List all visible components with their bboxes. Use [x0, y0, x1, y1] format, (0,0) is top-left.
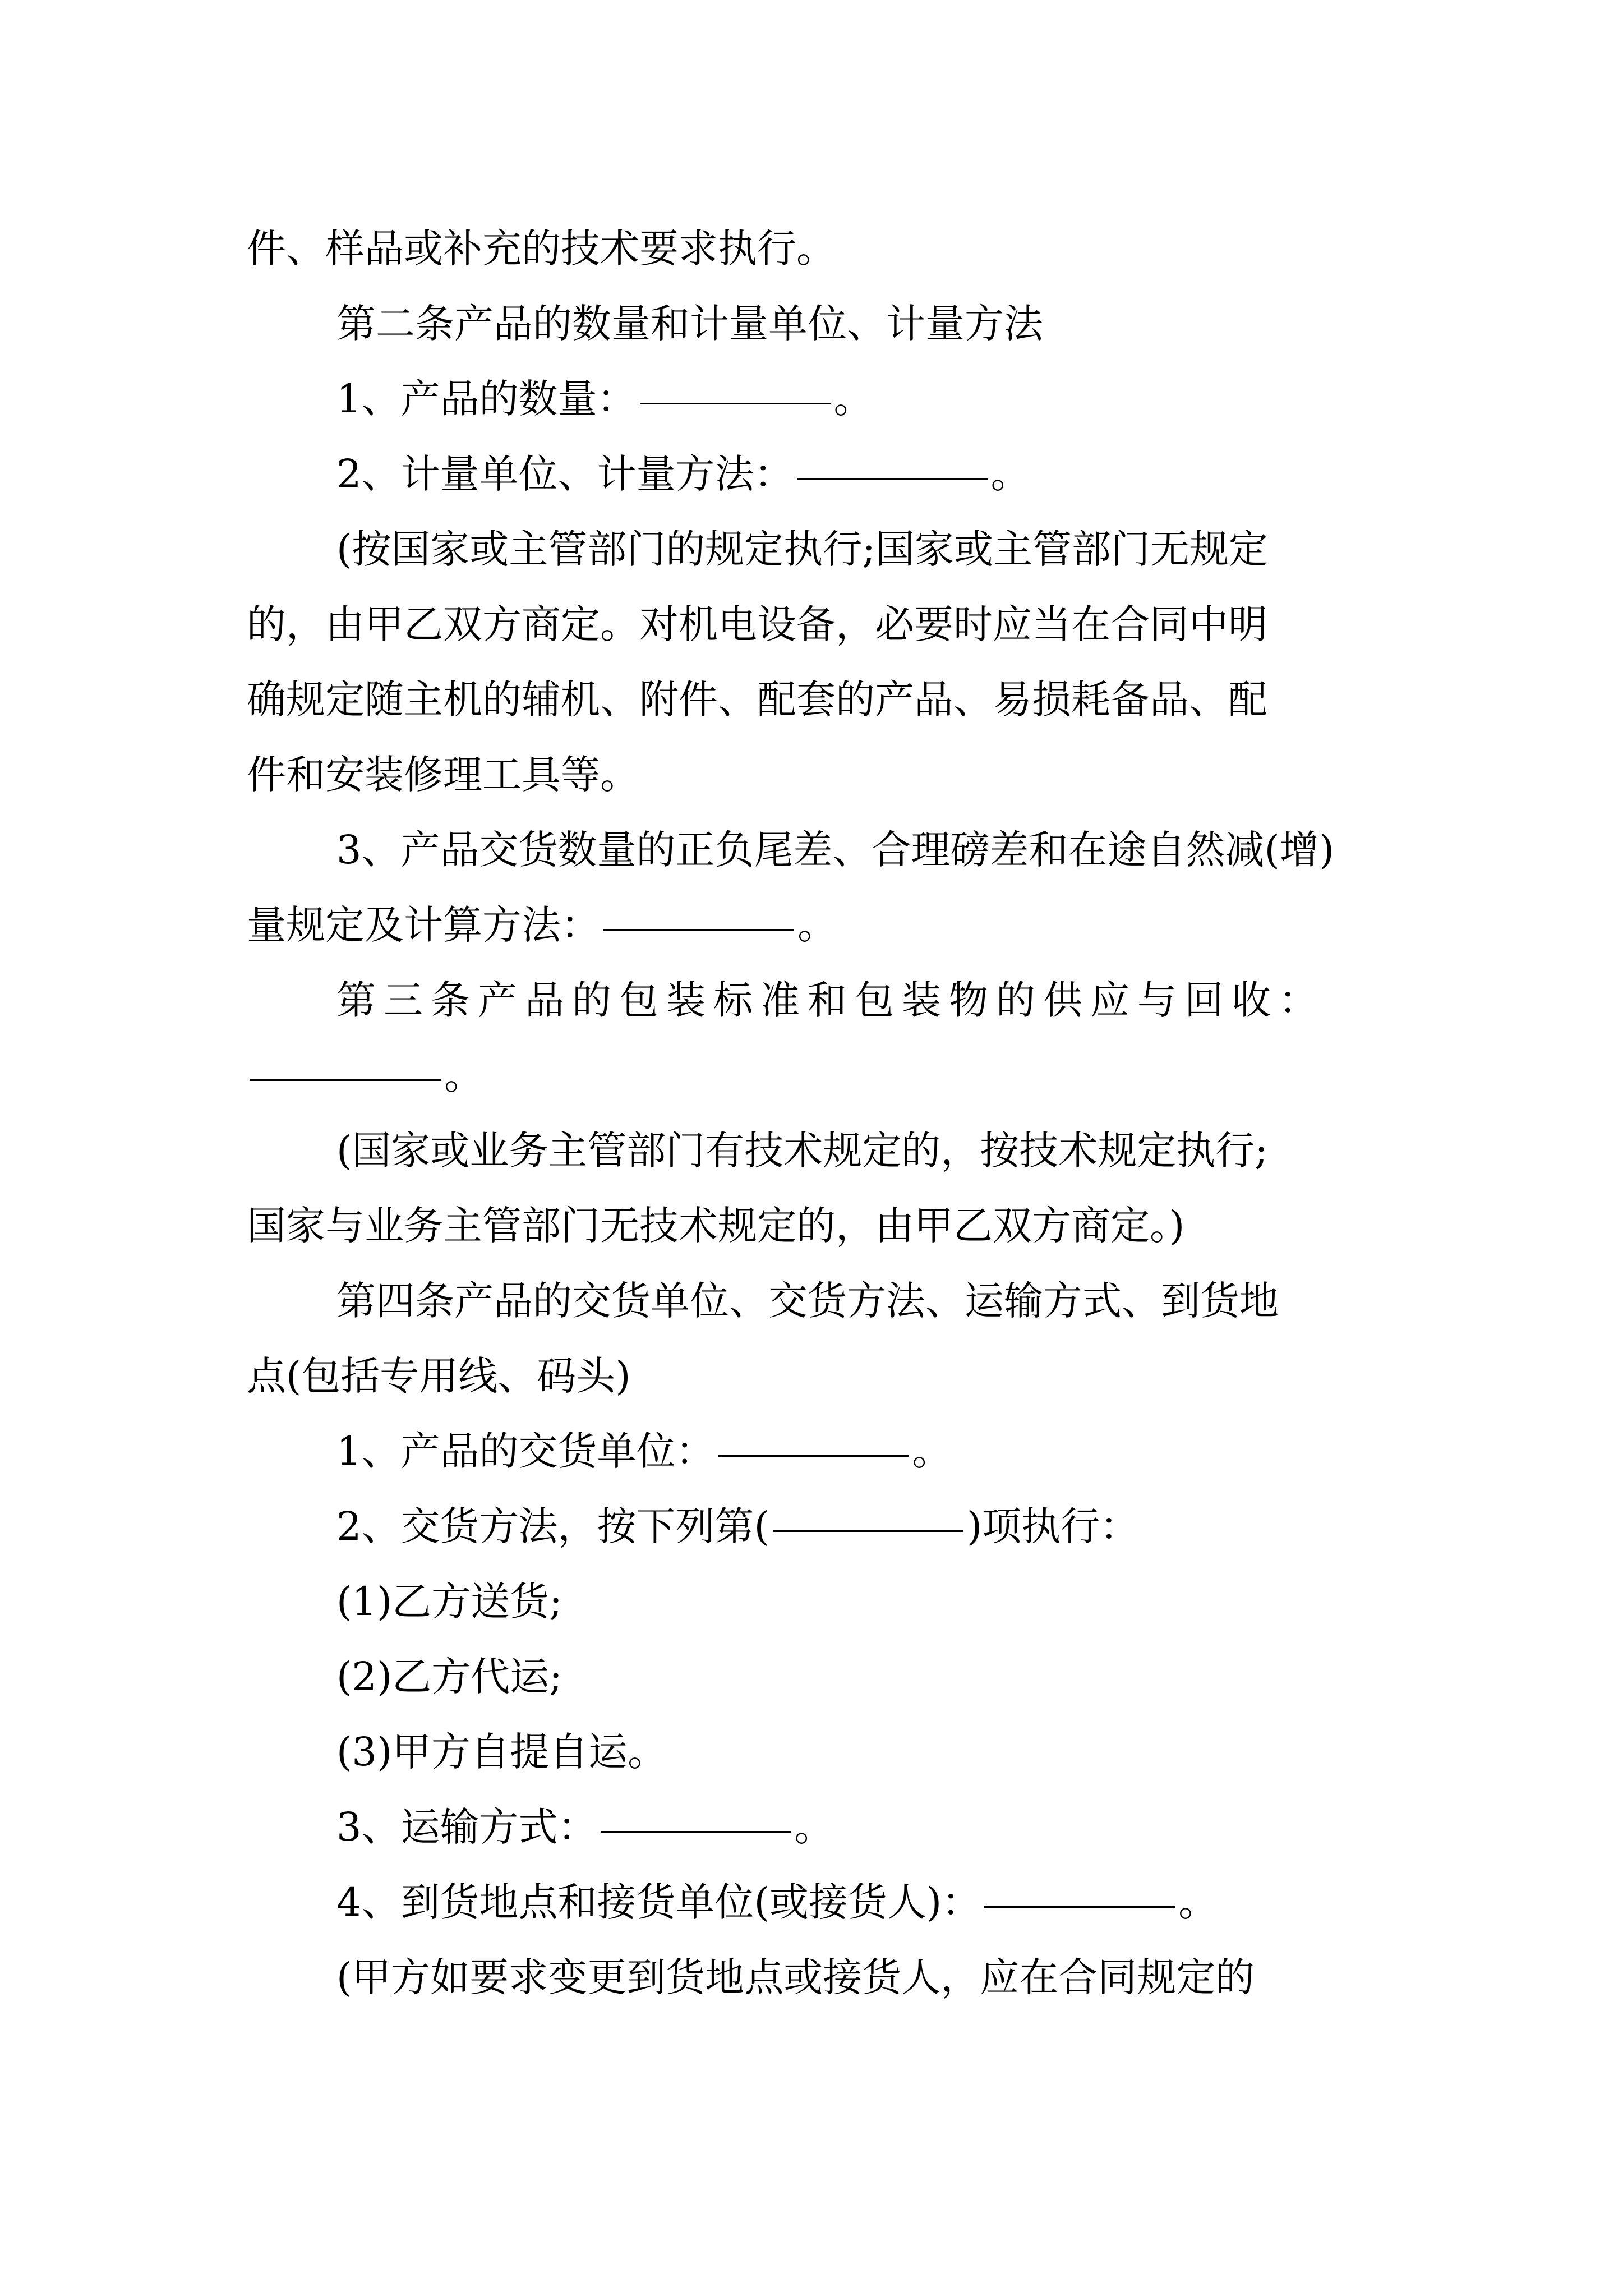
- text-line: (国家或业务主管部门有技术规定的，按技术规定执行;: [336, 1128, 1268, 1174]
- fill-in-line: [336, 361, 1385, 437]
- text-line: (甲方如要求变更到货地点或接货人，应在合同规定的: [336, 1954, 1255, 2000]
- line-text: 2、交货方法，按下列第(: [336, 1503, 769, 1549]
- fill-in-line: [247, 1037, 1385, 1114]
- blank-field[interactable]: [984, 1906, 1175, 1908]
- line-text: 。: [990, 451, 1030, 497]
- line-text: 。: [797, 902, 837, 948]
- text-line: 3、产品交货数量的正负尾差、合理磅差和在途自然减(增): [336, 827, 1335, 873]
- fill-in-line: [336, 1488, 1385, 1565]
- fill-in-line: [336, 436, 1385, 512]
- list-item: (1)乙方送货;: [336, 1579, 562, 1625]
- line-text: 。: [1178, 1879, 1218, 1925]
- text-line: 的，由甲乙双方商定。对机电设备，必要时应当在合同中明: [247, 601, 1267, 647]
- line-text: 4、到货地点和接货单位(或接货人)：: [336, 1879, 981, 1925]
- line-text: )项执行：: [966, 1503, 1140, 1549]
- text-line: 点(包括专用线、码头): [247, 1353, 631, 1399]
- blank-field[interactable]: [718, 1455, 909, 1457]
- text-line: (按国家或主管部门的规定执行;国家或主管部门无规定: [336, 526, 1268, 572]
- text-line: 国家与业务主管部门无技术规定的，由甲乙双方商定。): [247, 1203, 1185, 1249]
- blank-field[interactable]: [250, 1079, 441, 1081]
- text-line: 件和安装修理工具等。: [247, 752, 639, 798]
- line-text: 3、运输方式：: [336, 1804, 597, 1850]
- clause-heading: 第四条产品的交货单位、交货方法、运输方式、到货地: [336, 1278, 1279, 1324]
- blank-field[interactable]: [773, 1530, 963, 1532]
- fill-in-line: [247, 887, 1385, 963]
- fill-in-line: [336, 1864, 1385, 1940]
- blank-field[interactable]: [797, 477, 988, 480]
- fill-in-line: [336, 1789, 1385, 1865]
- fill-in-line: [336, 1413, 1385, 1489]
- line-text: 1、产品的数量：: [336, 376, 637, 422]
- text-line: 确规定随主机的辅机、附件、配套的产品、易损耗备品、配: [247, 677, 1267, 723]
- blank-field[interactable]: [601, 1830, 791, 1833]
- blank-field[interactable]: [640, 402, 831, 404]
- line-text: 量规定及计算方法：: [247, 902, 600, 948]
- blank-field[interactable]: [603, 928, 794, 931]
- clause-heading: 第二条产品的数量和计量单位、计量方法: [336, 301, 1043, 347]
- text-line: 件、样品或补充的技术要求执行。: [247, 226, 836, 272]
- line-text: 1、产品的交货单位：: [336, 1428, 715, 1474]
- line-text: 。: [833, 376, 873, 422]
- list-item: (3)甲方自提自运。: [336, 1729, 667, 1775]
- line-text: 2、计量单位、计量方法：: [336, 451, 794, 497]
- clause-heading: 第三条产品的包装标准和包装物的供应与回收：: [336, 977, 1326, 1023]
- line-text: 。: [794, 1804, 834, 1850]
- line-text: 。: [444, 1052, 483, 1098]
- line-text: 。: [912, 1428, 952, 1474]
- list-item: (2)乙方代运;: [336, 1654, 562, 1700]
